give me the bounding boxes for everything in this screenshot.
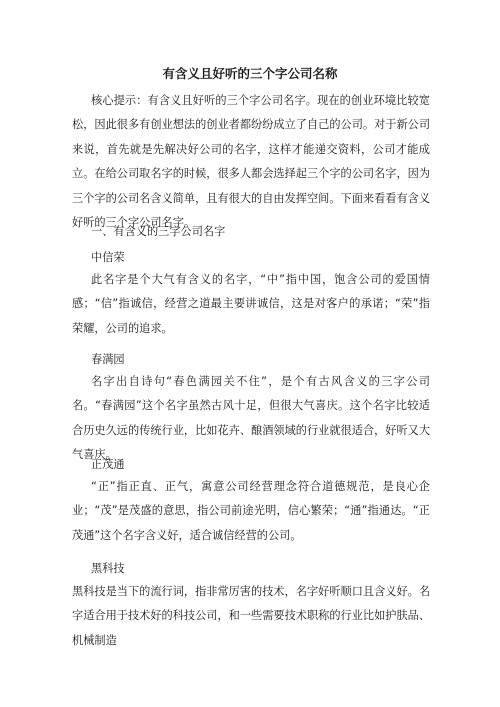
entry-name: 春满园	[91, 353, 125, 366]
entry-text: 此名字是个大气有含义的名字，“中”指中国，饱含公司的爱国情感；“信”指诚信，经营之道最主要讲诚信，这是对客户的承诺；“荣”指荣耀，公司的追求。	[72, 273, 430, 335]
entry-text: “正”指正直、正气，寓意公司经营理念符合道德规范，是良心企业；“茂”是茂盛的意思，指公司前途光明，信心繁荣；“通”指通达。“正茂通”这个名字含义好，适合诚信经营的公司。	[72, 480, 430, 542]
entry-name: 正茂通	[91, 458, 125, 471]
entry-text: 黑科技是当下的流行词，指非常厉害的技术，名字好听顺口且含义好。名字适合用于技术好的科技公司，和一些需要技术职称的行业比如护肤品、机械制造	[72, 585, 431, 647]
entry-name: 黑科技	[91, 562, 125, 575]
intro-paragraph: 核心提示：有含义且好听的三个字公司名字。现在的创业环境比较宽松，因此很多有创业想法的创业者都纷纷成立了自己的公司。对于新公司来说，首先就是先解决好公司的名字，这样才能递交资料，公司才能成立。在给公司取名字的时候，很多人都会选择起三个字的公司名字，因为三个字的公司名含义简单，且有很大的自由发挥空间。下面来看看有含义好听的三个字公司名字。	[72, 94, 431, 230]
entry-text: 名字出自诗句“春色满园关不住”，是个有古风含义的三字公司名。“春满园”这个名字虽然古风十足，但很大气喜庆。这个名字比较适合历史久远的传统行业，比如花卉、酿酒领域的行业就很适合，好听又大气喜庆。	[72, 375, 431, 462]
section-heading: 一、有含义的三字公司名字	[91, 225, 226, 238]
page-title: 有含义且好听的三个字公司名称	[162, 66, 338, 81]
entry-name: 中信荣	[91, 251, 125, 264]
